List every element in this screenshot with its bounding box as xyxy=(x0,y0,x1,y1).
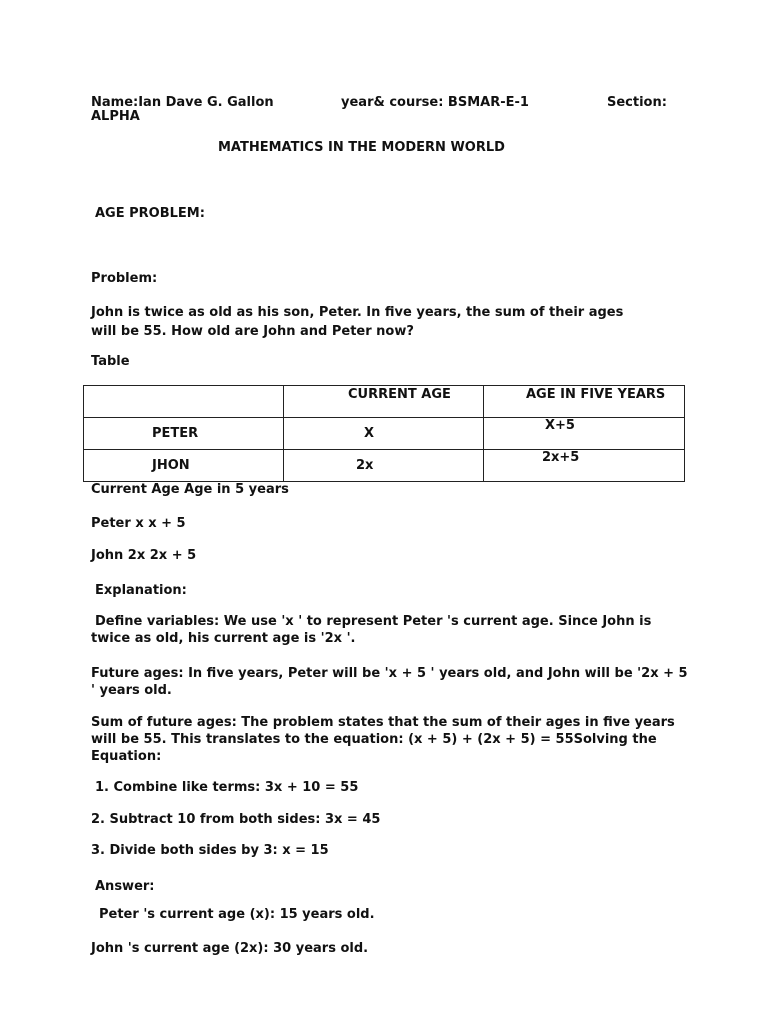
step-2: 2. Subtract 10 from both sides: 3x = 45 xyxy=(91,812,381,827)
step-3: 3. Divide both sides by 3: x = 15 xyxy=(91,843,329,858)
answer-john: John 's current age (2x): 30 years old. xyxy=(91,941,369,956)
plain-table-row-peter: Peter x x + 5 xyxy=(91,516,186,531)
table-row xyxy=(84,418,685,450)
future-ages-text: Future ages: In five years, Peter will be 'x + 5 ' years old, and John will be '2x + 5 ' years old. xyxy=(91,666,688,698)
problem-text: John is twice as old as his son, Peter. In five years, the sum of their ages will be 55. How old are John and Peter now? xyxy=(91,305,624,339)
answer-peter: Peter 's current age (x): 15 years old. xyxy=(99,907,375,922)
problem-label: Problem: xyxy=(91,271,158,286)
plain-table-header: Current Age Age in 5 years xyxy=(91,482,289,497)
explanation-label: Explanation: xyxy=(95,583,187,598)
table-header-cell: AGE IN FIVE YEARS xyxy=(483,386,684,418)
age-table xyxy=(83,385,685,482)
table-row xyxy=(84,450,685,482)
answer-label: Answer: xyxy=(95,879,155,894)
table-header-cell xyxy=(84,386,284,418)
section-label: Section: xyxy=(607,95,667,110)
table-cell: X xyxy=(283,418,483,450)
table-cell: PETER xyxy=(84,418,284,450)
table-header-cell: CURRENT AGE xyxy=(283,386,483,418)
table-label: Table xyxy=(91,354,130,369)
table-cell: 2x+5 xyxy=(483,450,684,482)
page-title: MATHEMATICS IN THE MODERN WORLD xyxy=(218,140,505,155)
plain-table-row-john: John 2x 2x + 5 xyxy=(91,548,197,563)
define-variables-text: Define variables: We use 'x ' to represent Peter 's current age. Since John is twice as old, his current age is '2x '. xyxy=(91,614,652,646)
sum-future-ages-text: Sum of future ages: The problem states that the sum of their ages in five years will be 55. This translates to the equation: (x + 5) + (2x + 5) = 55Solving the Equation: xyxy=(91,715,675,764)
table-cell: JHON xyxy=(84,450,284,482)
table-header-row xyxy=(84,386,685,418)
age-problem-heading: AGE PROBLEM: xyxy=(95,206,205,221)
student-name: Name:Ian Dave G. Gallon xyxy=(91,95,274,110)
section-value: ALPHA xyxy=(91,109,140,124)
year-course: year& course: BSMAR-E-1 xyxy=(341,95,529,110)
table-cell: 2x xyxy=(283,450,483,482)
table-cell: X+5 xyxy=(483,418,684,450)
step-1: 1. Combine like terms: 3x + 10 = 55 xyxy=(95,780,359,795)
